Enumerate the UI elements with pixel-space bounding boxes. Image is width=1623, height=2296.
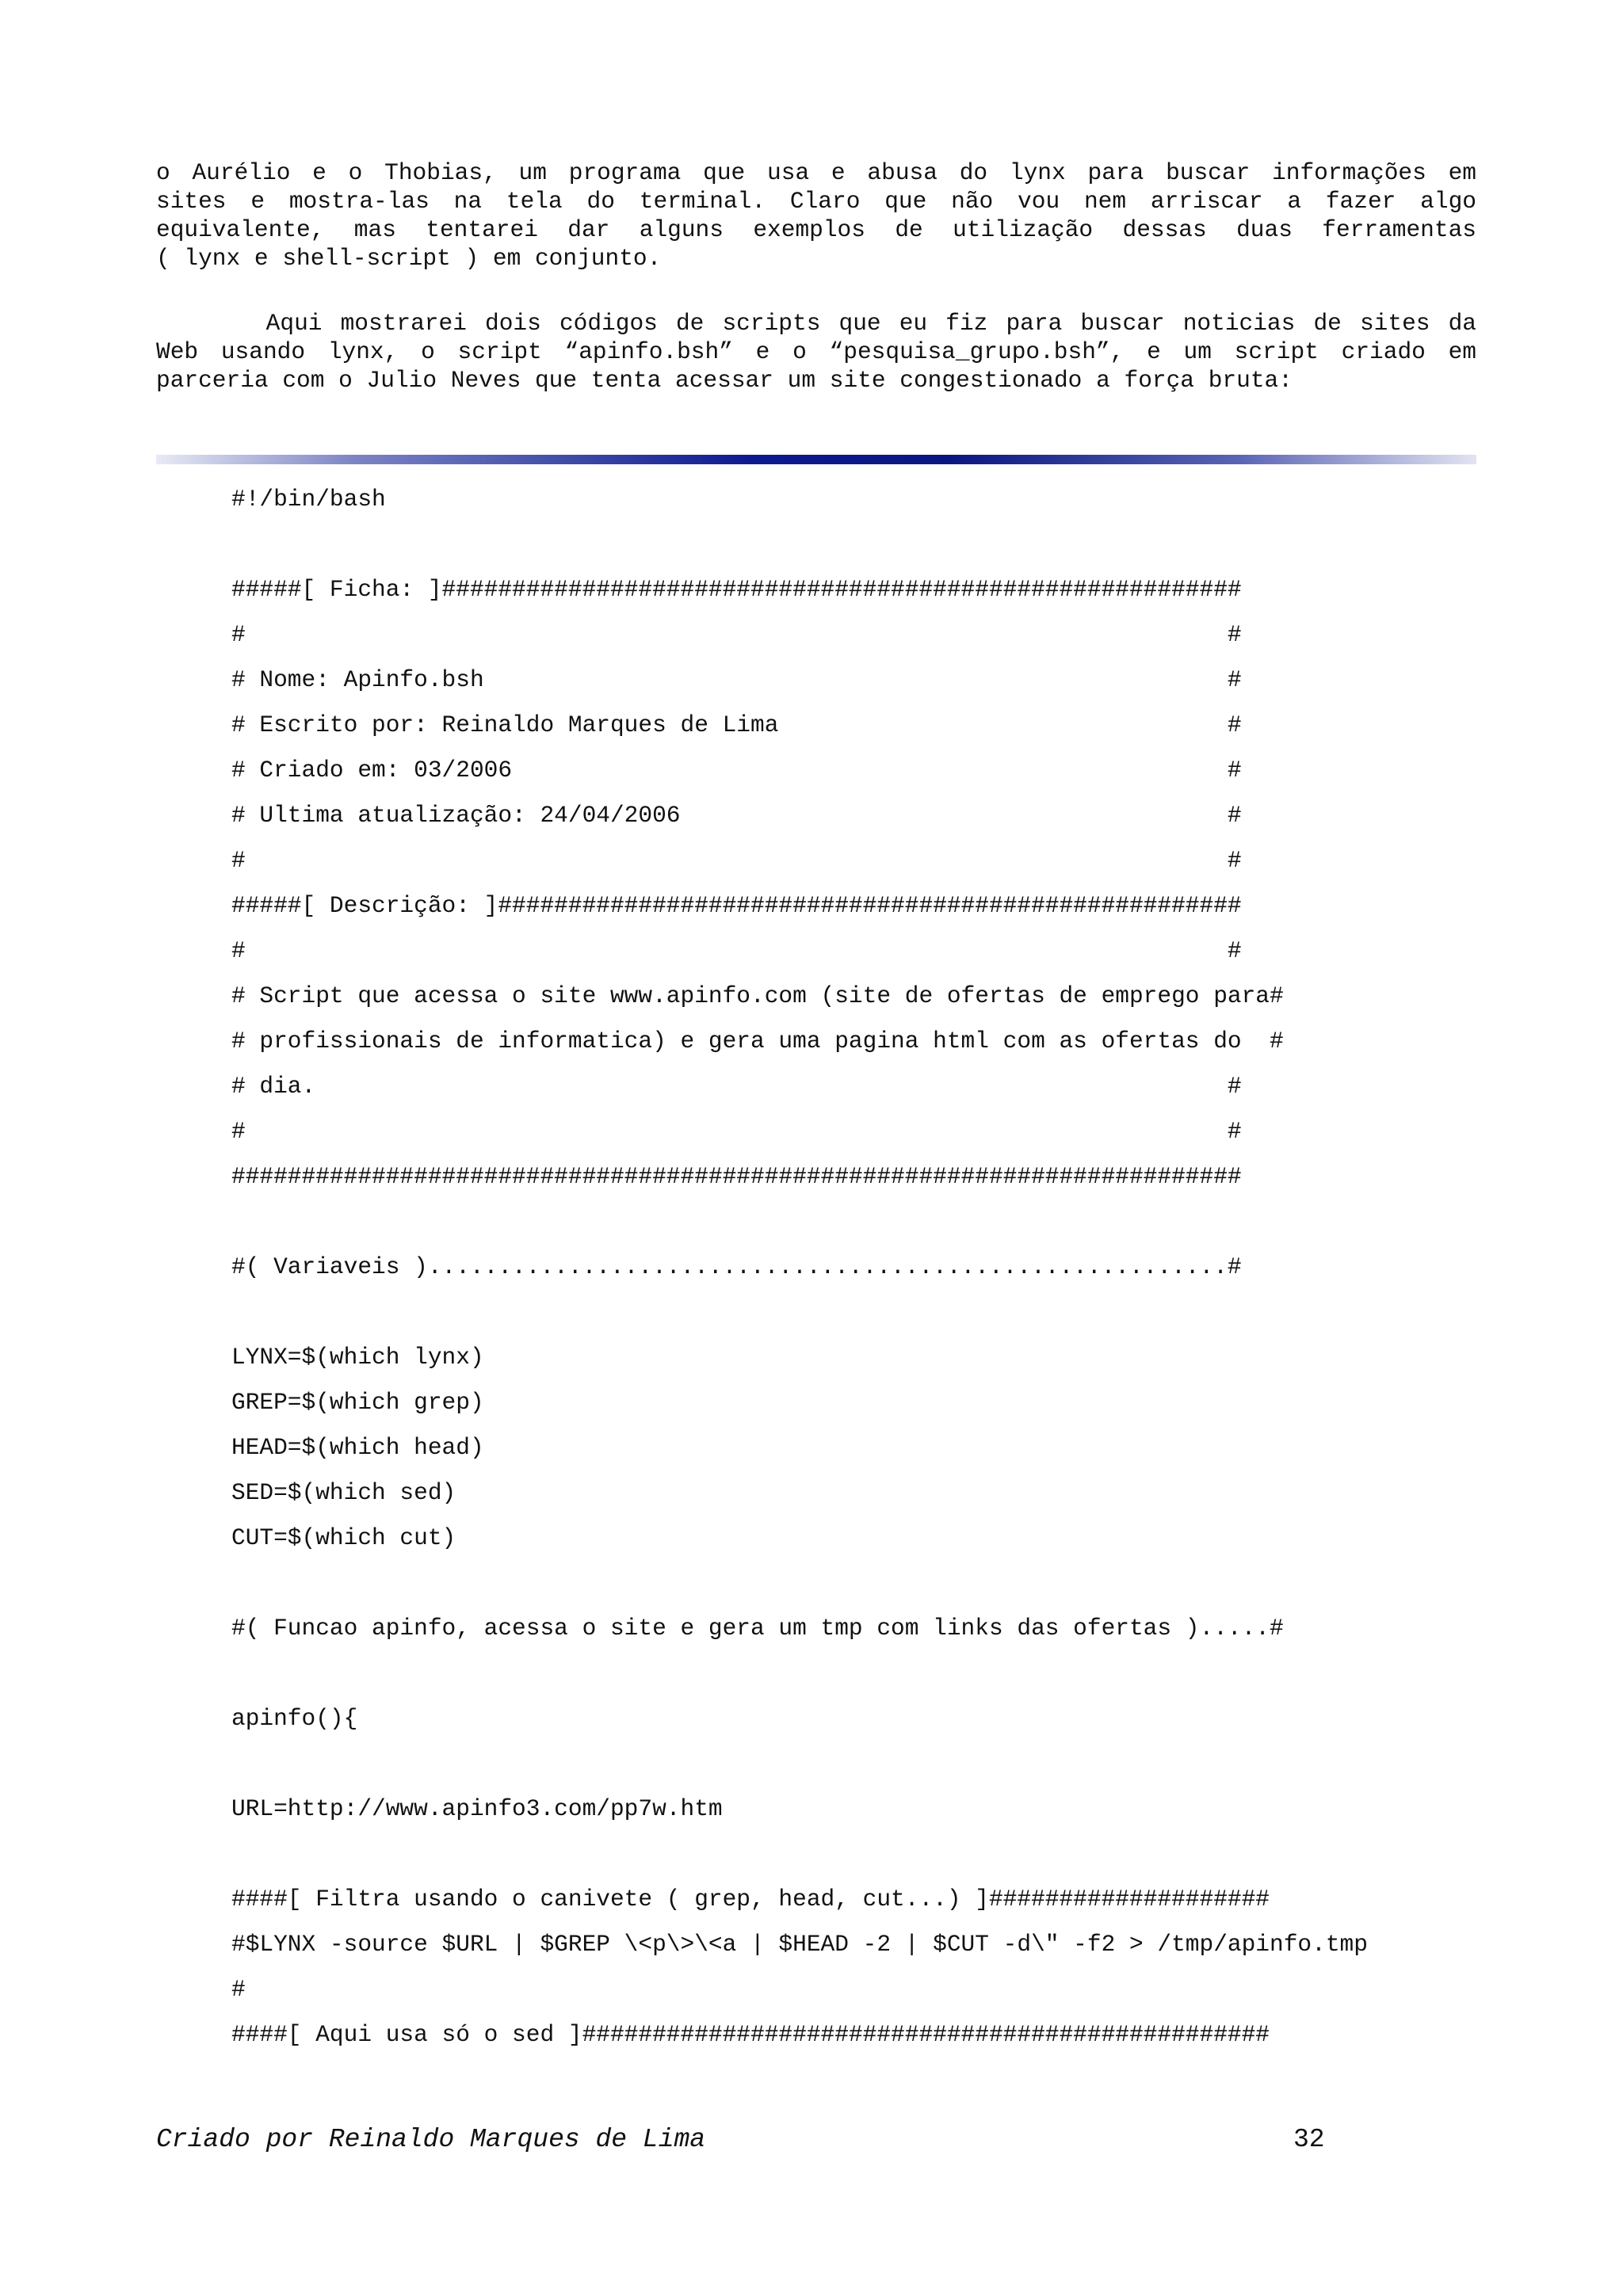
code-line: apinfo(){ — [231, 1705, 358, 1732]
code-line: LYNX=$(which lynx) — [231, 1344, 484, 1371]
intro-line: Aqui mostrarei dois códigos de scripts que eu fiz para buscar noticias de sites da — [156, 310, 1476, 337]
footer-author: Criado por Reinaldo Marques de Lima — [156, 2125, 706, 2154]
code-line — [231, 1836, 1539, 1882]
intro-line: Web usando lynx, o script “apinfo.bsh” e o “pesquisa_grupo.bsh”, e um script criado em — [156, 338, 1476, 365]
code-line: #####[ Ficha: ]######################################################### — [231, 576, 1242, 603]
code-line: #( Variaveis ).........................................................# — [231, 1253, 1242, 1280]
code-line: #!/bin/bash — [231, 486, 386, 513]
code-line: # — [231, 1976, 246, 2003]
intro-line: parceria com o Julio Neves que tenta acessar um site congestionado a força bruta: — [156, 367, 1293, 394]
code-line: # Criado em: 03/2006 # — [231, 757, 1242, 784]
code-line: ####[ Aqui usa só o sed ]################################################# — [231, 2021, 1270, 2048]
code-line — [231, 1746, 1539, 1791]
code-line — [231, 1656, 1539, 1701]
code-line: #( Funcao apinfo, acessa o site e gera um tmp com links das ofertas ).....# — [231, 1615, 1284, 1642]
code-line — [231, 1295, 1539, 1340]
code-line: # profissionais de informatica) e gera uma pagina html com as ofertas do # — [231, 1028, 1284, 1055]
code-line — [231, 1566, 1539, 1611]
code-line: # # — [231, 847, 1242, 874]
code-line: # dia. # — [231, 1073, 1242, 1100]
code-line — [231, 527, 1539, 572]
code-line: GREP=$(which grep) — [231, 1389, 484, 1416]
intro-line: ( lynx e shell-script ) em conjunto. — [156, 245, 662, 272]
intro-paragraph-2 — [156, 309, 1476, 395]
intro-line: sites e mostra-las na tela do terminal. Claro que não vou nem arriscar a fazer algo — [156, 188, 1476, 215]
intro-line: o Aurélio e o Thobias, um programa que usa e abusa do lynx para buscar informações em — [156, 159, 1476, 186]
code-line — [231, 1204, 1539, 1249]
code-line: ######################################################################## — [231, 1163, 1242, 1190]
code-line: # # — [231, 621, 1242, 648]
code-block — [231, 482, 1539, 2062]
page-number: 32 — [1293, 2125, 1325, 2154]
code-line: URL=http://www.apinfo3.com/pp7w.htm — [231, 1795, 723, 1822]
code-line: HEAD=$(which head) — [231, 1434, 484, 1461]
code-line: CUT=$(which cut) — [231, 1524, 456, 1551]
intro-line: equivalente, mas tentarei dar alguns exemplos de utilização dessas duas ferramentas — [156, 216, 1476, 243]
code-line: ####[ Filtra usando o canivete ( grep, head, cut...) ]#################### — [231, 1886, 1270, 1913]
code-line: #####[ Descrição: ]##################################################### — [231, 892, 1242, 919]
code-line: # # — [231, 937, 1242, 964]
intro-paragraph-1 — [156, 158, 1476, 273]
gradient-divider — [156, 455, 1476, 464]
code-line: # Script que acessa o site www.apinfo.com (site de ofertas de emprego para# — [231, 982, 1284, 1009]
code-line: # Ultima atualização: 24/04/2006 # — [231, 802, 1242, 829]
code-line: # Nome: Apinfo.bsh # — [231, 666, 1242, 693]
code-line: #$LYNX -source $URL | $GREP \<p\>\<a | $HEAD -2 | $CUT -d\" -f2 > /tmp/apinfo.tmp — [231, 1931, 1368, 1958]
code-line: SED=$(which sed) — [231, 1479, 456, 1506]
code-line: # # — [231, 1118, 1242, 1145]
code-line: # Escrito por: Reinaldo Marques de Lima # — [231, 711, 1242, 738]
